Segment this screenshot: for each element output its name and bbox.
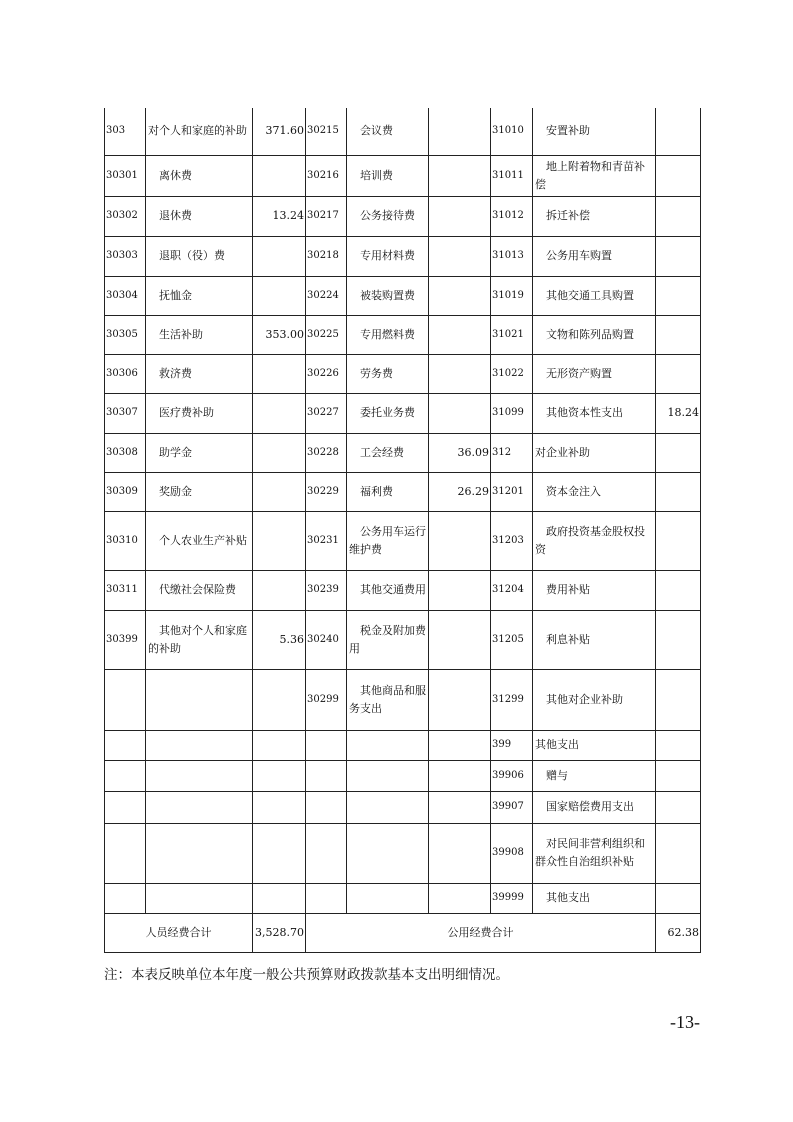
econ-code: 30228 [306,433,347,472]
amount: 36.09 [429,433,491,472]
amount [656,472,701,511]
item-name: 公务用车运行维护费 [347,511,429,570]
amount [656,570,701,610]
item-name: 救济费 [146,354,253,393]
item-name [146,760,253,791]
econ-code: 30229 [306,472,347,511]
amount [656,108,701,155]
expenditure-detail-table [104,108,701,953]
item-name: 公务接待费 [347,196,429,236]
econ-code: 399 [491,730,533,760]
econ-code: 30309 [105,472,146,511]
econ-code [306,823,347,883]
item-name: 其他支出 [533,883,656,913]
item-name: 助学金 [146,433,253,472]
item-name: 培训费 [347,155,429,196]
item-name: 对企业补助 [533,433,656,472]
item-name [347,791,429,823]
econ-code: 30218 [306,236,347,276]
item-name: 拆迁补偿 [533,196,656,236]
amount [253,791,306,823]
item-name [146,791,253,823]
table-row [105,791,701,823]
econ-code [105,760,146,791]
table-row [105,433,701,472]
amount [253,669,306,730]
amount [656,791,701,823]
item-name: 退职（役）费 [146,236,253,276]
amount [656,669,701,730]
amount [429,108,491,155]
econ-code: 30226 [306,354,347,393]
econ-code [105,730,146,760]
item-name: 被装购置费 [347,276,429,315]
econ-code: 30306 [105,354,146,393]
amount [253,570,306,610]
item-name: 安置补助 [533,108,656,155]
amount [429,570,491,610]
amount [253,236,306,276]
table-row [105,610,701,669]
amount: 371.60 [253,108,306,155]
item-name: 其他对企业补助 [533,669,656,730]
item-name: 个人农业生产补贴 [146,511,253,570]
econ-code: 312 [491,433,533,472]
table-row [105,108,701,155]
item-name: 国家赔偿费用支出 [533,791,656,823]
amount [253,393,306,433]
table-row [105,730,701,760]
table-row [105,315,701,354]
amount [656,315,701,354]
amount [429,511,491,570]
econ-code [105,823,146,883]
econ-code: 30301 [105,155,146,196]
econ-code: 30399 [105,610,146,669]
item-name [347,730,429,760]
table-row [105,354,701,393]
amount [656,236,701,276]
item-name: 代缴社会保险费 [146,570,253,610]
amount [429,669,491,730]
item-name: 会议费 [347,108,429,155]
item-name: 劳务费 [347,354,429,393]
econ-code: 30302 [105,196,146,236]
table-row [105,276,701,315]
item-name: 税金及附加费用 [347,610,429,669]
amount [656,883,701,913]
table-row [105,511,701,570]
econ-code: 31021 [491,315,533,354]
econ-code: 31011 [491,155,533,196]
econ-code [105,883,146,913]
econ-code: 39906 [491,760,533,791]
amount [429,236,491,276]
econ-code: 30299 [306,669,347,730]
amount [253,730,306,760]
amount [656,823,701,883]
item-name: 生活补助 [146,315,253,354]
amount [656,276,701,315]
item-name [347,823,429,883]
amount [429,823,491,883]
item-name [347,883,429,913]
table-row [105,196,701,236]
item-name: 福利费 [347,472,429,511]
econ-code: 30305 [105,315,146,354]
amount [253,511,306,570]
amount: 18.24 [656,393,701,433]
item-name: 其他商品和服务支出 [347,669,429,730]
amount [656,760,701,791]
econ-code: 31099 [491,393,533,433]
table-note: 注：本表反映单位本年度一般公共预算财政拨款基本支出明细情况。 [104,966,509,983]
amount [429,393,491,433]
amount [429,760,491,791]
public-total-value: 62.38 [656,913,701,952]
item-name: 其他交通费用 [347,570,429,610]
econ-code: 39908 [491,823,533,883]
amount: 26.29 [429,472,491,511]
item-name [347,760,429,791]
table-row [105,236,701,276]
amount [656,155,701,196]
amount [253,760,306,791]
page-number: -13- [670,1011,700,1032]
amount [429,276,491,315]
econ-code: 30225 [306,315,347,354]
amount [253,433,306,472]
econ-code: 31012 [491,196,533,236]
amount: 13.24 [253,196,306,236]
amount [253,354,306,393]
table-row [105,393,701,433]
item-name: 抚恤金 [146,276,253,315]
econ-code: 30224 [306,276,347,315]
amount [656,511,701,570]
econ-code: 31204 [491,570,533,610]
econ-code: 30308 [105,433,146,472]
table-row [105,570,701,610]
item-name: 无形资产购置 [533,354,656,393]
table-row [105,760,701,791]
econ-code: 30239 [306,570,347,610]
amount [656,354,701,393]
item-name: 医疗费补助 [146,393,253,433]
amount [656,610,701,669]
econ-code: 39999 [491,883,533,913]
table-row [105,669,701,730]
econ-code: 31019 [491,276,533,315]
amount [656,730,701,760]
amount [253,472,306,511]
item-name [146,730,253,760]
econ-code: 30231 [306,511,347,570]
item-name: 其他对个人和家庭的补助 [146,610,253,669]
item-name: 赠与 [533,760,656,791]
econ-code: 30216 [306,155,347,196]
econ-code: 30227 [306,393,347,433]
page-content [104,108,700,1033]
item-name: 政府投资基金股权投资 [533,511,656,570]
item-name: 专用材料费 [347,236,429,276]
econ-code: 30304 [105,276,146,315]
item-name: 对个人和家庭的补助 [146,108,253,155]
amount: 353.00 [253,315,306,354]
item-name: 公务用车购置 [533,236,656,276]
econ-code: 31010 [491,108,533,155]
item-name: 其他交通工具购置 [533,276,656,315]
econ-code: 31013 [491,236,533,276]
item-name: 文物和陈列品购置 [533,315,656,354]
amount [429,883,491,913]
econ-code: 30215 [306,108,347,155]
table-row [105,155,701,196]
econ-code: 31201 [491,472,533,511]
amount [656,433,701,472]
econ-code: 31205 [491,610,533,669]
econ-code: 30217 [306,196,347,236]
econ-code: 31299 [491,669,533,730]
item-name [146,669,253,730]
amount [253,276,306,315]
personnel-total-label: 人员经费合计 [105,913,253,952]
item-name: 工会经费 [347,433,429,472]
econ-code [306,760,347,791]
econ-code [306,791,347,823]
table-row [105,883,701,913]
item-name: 费用补贴 [533,570,656,610]
econ-code: 30303 [105,236,146,276]
item-name [146,883,253,913]
table-row [105,472,701,511]
item-name: 资本金注入 [533,472,656,511]
econ-code: 303 [105,108,146,155]
econ-code: 30310 [105,511,146,570]
item-name [146,823,253,883]
item-name: 委托业务费 [347,393,429,433]
item-name: 专用燃料费 [347,315,429,354]
amount [253,823,306,883]
amount [429,610,491,669]
public-total-label: 公用经费合计 [306,913,656,952]
econ-code: 31022 [491,354,533,393]
item-name: 其他资本性支出 [533,393,656,433]
econ-code [105,669,146,730]
item-name: 其他支出 [533,730,656,760]
amount [429,354,491,393]
item-name: 对民间非营利组织和群众性自治组织补贴 [533,823,656,883]
amount [656,196,701,236]
personnel-total-value: 3,528.70 [253,913,306,952]
amount [253,155,306,196]
amount [429,730,491,760]
item-name: 退休费 [146,196,253,236]
econ-code [306,730,347,760]
econ-code [105,791,146,823]
amount [429,791,491,823]
econ-code: 31203 [491,511,533,570]
item-name: 利息补贴 [533,610,656,669]
econ-code: 30311 [105,570,146,610]
item-name: 离休费 [146,155,253,196]
item-name: 奖励金 [146,472,253,511]
item-name: 地上附着物和青苗补偿 [533,155,656,196]
amount [429,155,491,196]
econ-code: 30240 [306,610,347,669]
totals-row [105,913,701,952]
econ-code [306,883,347,913]
table-row [105,823,701,883]
econ-code: 30307 [105,393,146,433]
amount [429,315,491,354]
amount [429,196,491,236]
amount: 5.36 [253,610,306,669]
amount [253,883,306,913]
econ-code: 39907 [491,791,533,823]
